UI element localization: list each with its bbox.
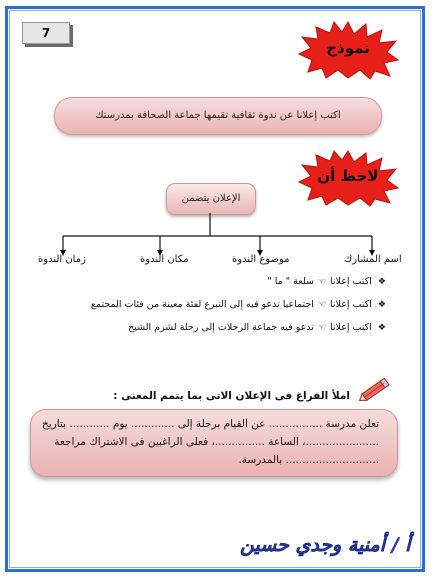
example-prompt: اكتب إعلانا	[330, 299, 372, 310]
example-prompt: اكتب إعلانا	[330, 276, 372, 287]
example-text: سلعة " ما "	[267, 276, 314, 287]
svg-text:أ / أمنية وجدي حسين: أ / أمنية وجدي حسين	[240, 534, 411, 556]
diamond-bullet-icon: ❖	[377, 323, 386, 333]
example-text: اجتماعيا تدعو فيه إلى التبرع لفئة معينة من فئات المجتمع	[90, 299, 314, 310]
pencil-icon	[356, 375, 396, 403]
branch-topic: موضوع الندوة	[232, 254, 290, 265]
fill-line: ......................، الساعة ...............، فعلى الراغبين فى الاشتراك مراجعة	[54, 436, 379, 448]
pointing-hand-icon: ☜	[317, 277, 327, 287]
author-signature	[42, 527, 411, 561]
branch-time: زمان الندوة	[38, 254, 86, 265]
diamond-bullet-icon: ❖	[377, 300, 386, 310]
fill-in-box	[30, 409, 398, 477]
example-row	[91, 299, 386, 310]
diamond-bullet-icon: ❖	[377, 277, 386, 287]
fill-instruction: املأ الفراغ فى الإعلان الاتى بما يتمم المعنى :	[113, 390, 350, 402]
pointing-hand-icon: ☜	[317, 300, 327, 310]
notice-label: لاحظ أن	[317, 167, 379, 185]
diagram-hub: الإعلان يتضمن	[166, 183, 256, 215]
example-label: نموذج	[326, 39, 370, 57]
example-row	[128, 322, 386, 333]
page-number: 7	[22, 22, 70, 44]
example-text: تدعو فيه جماعة الرحلات إلى رحلة لشرم الشيخ	[128, 322, 314, 333]
task-pill: اكتب إعلانا عن ندوة ثقافية تقيمها جماعة الصحافة بمدرستك	[54, 97, 382, 135]
example-row	[267, 276, 386, 287]
branch-participant: اسم المشارك	[344, 254, 402, 265]
fill-line: تعلن مدرسة ................ عن القيام برحلة إلى ............. يوم ............ بتاريخ	[42, 418, 379, 430]
branch-place: مكان الندوة	[140, 254, 189, 265]
pointing-hand-icon: ☜	[317, 323, 327, 333]
fill-line: ............................ بالمدرسة.	[238, 454, 379, 466]
example-prompt: اكتب إعلانا	[330, 322, 372, 333]
